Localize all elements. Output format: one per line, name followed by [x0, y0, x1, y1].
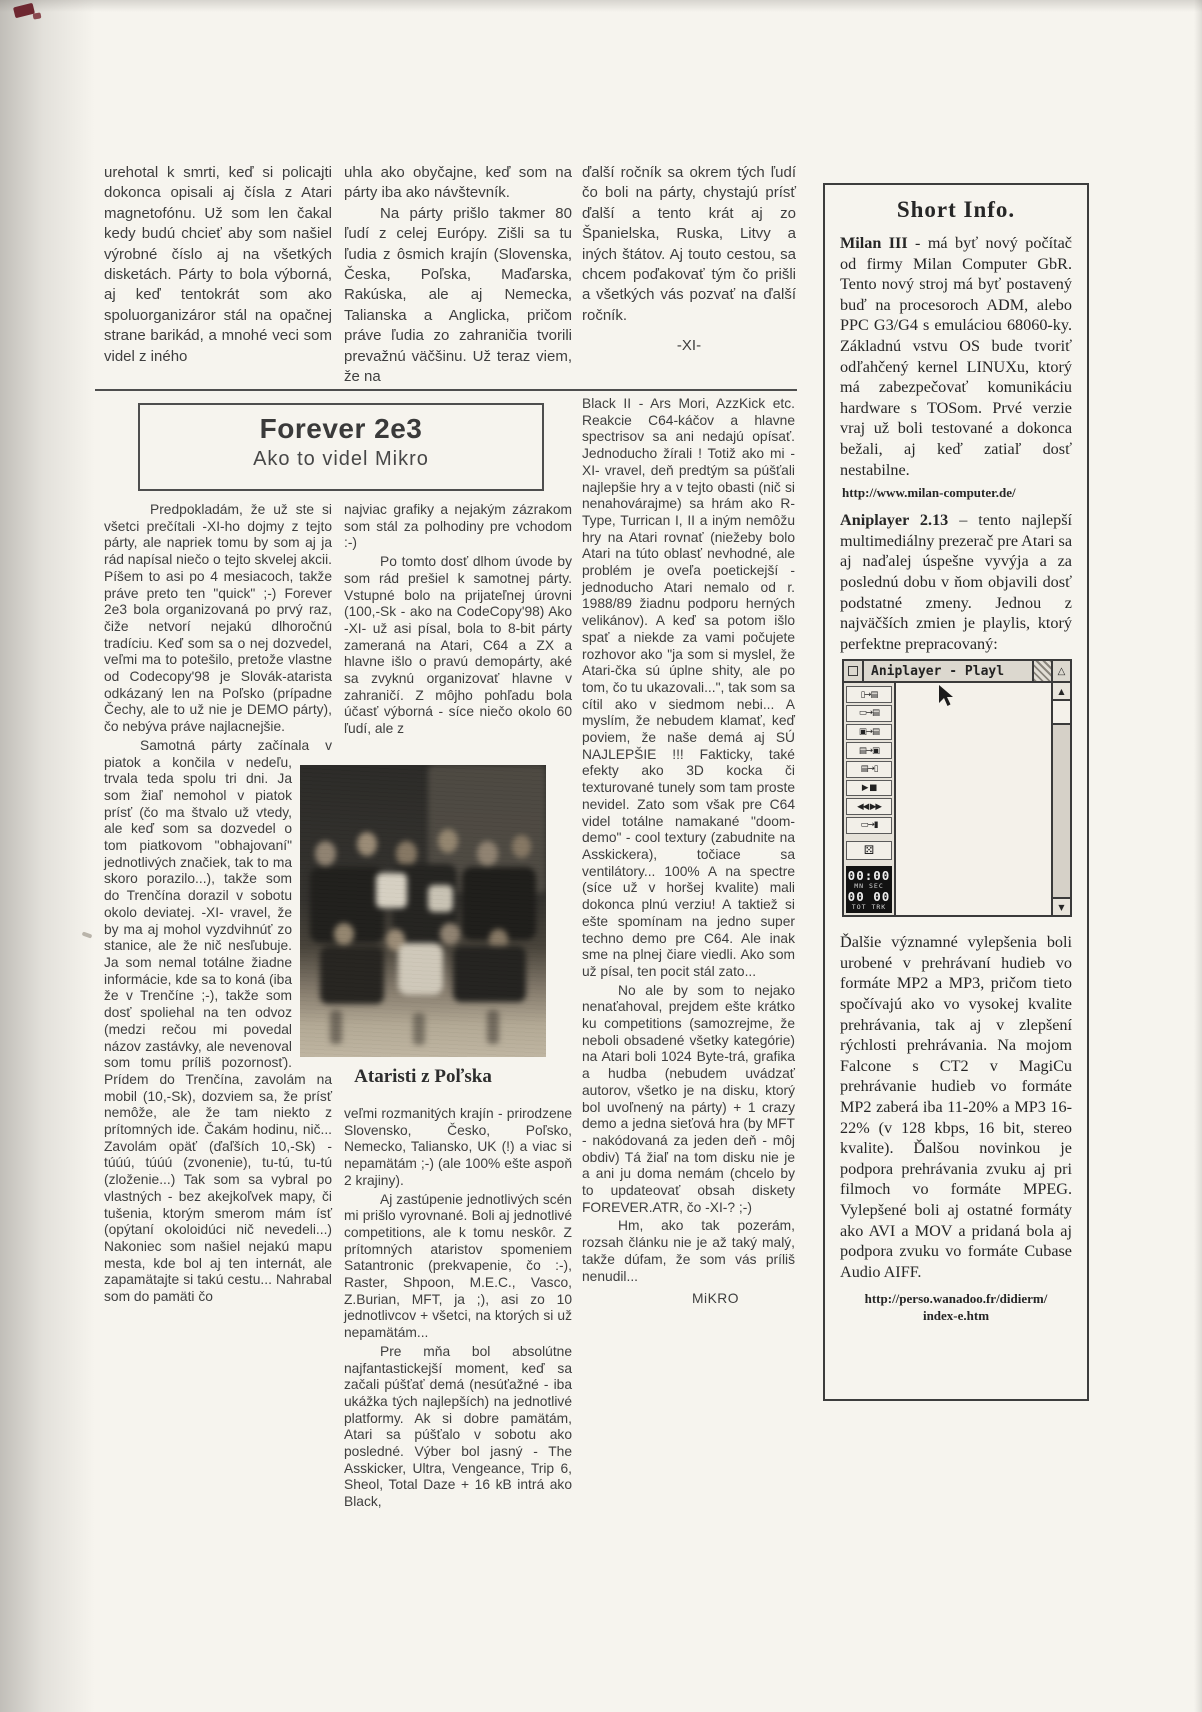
short-info-item1 — [840, 233, 1072, 480]
article-col2-paragraph-2: Po tomto dosť dlhom úvode by som rád prešiel k samotnej párty. Vstupné bolo na prijateľnej úrovni (100,-Sk - ako na CodeCopy'98) Ako -XI- už asi písal, bola to 8-bit párty zameraná na Atari, C64 a ZX a hlavne išlo o pravú demopárty, aké sa zvyknú organizovať hlavne v zahraničí. Z môjho pohľadu bola účasť výborná - síce niečo okolo 60 ľudí, ale z — [344, 554, 572, 737]
top-col2-paragraph-1: uhla ako obyčajne, keď som na párty iba ako návštevník. — [344, 164, 572, 202]
short-info-title: Short Info. — [896, 197, 1016, 222]
top-col1-text: urehotal k smrti, keď si policajti dokonca opisali aj čísla z Atari magnetofónu. Už som len čakal kedy budú chcieť aby som našiel výrobné číslo aj na všetkých disketách. Párty to bola výborná, aj keď tentokrát som ako spoluorganizáror stál na opačnej strane barikád, a mnohé veci som videl z iného — [104, 164, 332, 365]
scan-edge-shadow-left — [0, 0, 95, 1712]
article-col3-paragraph-2: No ale by som to nejako nenaťahoval, prejdem ešte krátko ku competitions (samozrejme, že neboli obsadené všetky kategórie) na Atari boli 1024 Byte-trá, grafika a hudba (nebudem uvádzať autorov, všetko je na disku, ktorý bol uvoľnený na párty) + 1 crazy demo a jedna sieťová hra (by MFT - nakódovaná za jeden deň - môj obdiv) Tá žiaľ na tom disku nie je a ani ju doma nemám (chcelo by to updateovať obsah diskety FOREVER.ATR, čo -XI-? ;-) — [582, 982, 795, 1215]
top-column-1 — [104, 163, 332, 367]
random-play-button — [846, 841, 892, 861]
aniplayer-url — [840, 1290, 1072, 1324]
window-close-icon — [844, 661, 864, 681]
window-sizer-icon: △ — [1051, 661, 1070, 681]
article-column-1 — [104, 502, 332, 1306]
article-col3-paragraph-1: Black II - Ars Mori, AzzKick etc. Reakcie C64-káčov a hlavne spectrisov sa ani nedajú opísať. Jednoducho žírali ! Totiž ako mi -XI- vravel, deň predtým sa púšťali najlepšie hry a v tejto obasti (nič si nenahovárajme) sa hrám ako R-Type, Turrican I, II a iným nemôžu hry na Atari rovnať (niežeby bolo Atari na túto oblasť nevhodné, ale problém je oveľa poetickejší - jednoducho Atari nemalo od r. 1988/89 žiadnu podporu herných velikánov). A keď sa potom išlo spať a niekde za vami počujete rozhovor ako "ja som si myslel, že Atari-čka sú úplne shity, ale po tom, čo tu ukazovali...", tak som sa cítil ako v siedmom nebi... A myslím, že nebudem klamať, keď poviem, že naše demá aj SÚ NAJLEPŠIE !!! Fakticky, také efekty ako 3D kocka či texturované tunely som tam proste nevidel. Zato som však pre C64 videl totálne namakané "doom-demo" - cool textury (zabudnite na Asskickera), točiace sa ventilátory... 100% A na spectre (síce už v horšej kvalite) mali dokonca plnú verziu! A taktiež si ešte spomínam na jedno super techno demo pre C64. Ale inak sme na plnej čiare viedli. Ako som už písal, ten pocit stál zato... — [582, 396, 795, 979]
aniplayer-toolbar — [844, 683, 896, 915]
prev-next-track-button — [846, 798, 892, 815]
scroll-down-icon: ▼ — [1053, 897, 1070, 915]
add-file-to-playlist-icon: ▯→▤ — [860, 689, 878, 700]
aniplayer-playlist-area — [896, 683, 1051, 915]
load-playlist-from-disk-icon: ▣→▤ — [858, 726, 880, 737]
load-playlist-button — [846, 724, 892, 741]
clear-playlist-icon: ▤→▯ — [860, 764, 878, 775]
article-col2-paragraph-4: Aj zastúpenie jednotlivých scén mi prišlo vyrovnané. Boli aj jednotlivé competitions, ale k tomu neskôr. Z prítomných ataristov spomeniem Satantronic (prekvapenie, čo :-), Raster, Shpoon, M.E.C., Vasco, Z.Burian, MFT, ja ;), asi zo 10 jednotlivcov + všetci, na ktorých si už nepamätám... — [344, 1191, 572, 1341]
top-col3-paragraph: ďalší ročník sa okrem tých ľudí čo boli na párty, chystajú prísť ďalší a tento krát aj zo Španielska, Ruska, Litvy a iných štátov. Aj touto cestou, sa chcem poďakovať tým čo prišli a všetkých vás pozvať na ďalší ročník. — [582, 164, 796, 324]
article-col1-paragraph-1: Predpokladám, že už ste si všetci prečítali -XI-ho dojmy z tejto párty, ale napriek tomu by som aj ja rád napísal niečo o tejto skvelej akcii. Píšem to asi po 4 mesiacoch, takže práve preto ten "quick" ;-) Forever 2e3 bola organizovaná po prvý raz, čiže netvorí nejakú dlhoročnú tradíciu. Keď som sa o nej dozvedel, veľmi ma to potešilo, pretože vlastne od Codecopy'98 je Slovák-atarista odkázaný len na Poľsko (prípadne Čechy, ale to už nie je DEMO párty), čo nebýva práve najlacnejšie. — [104, 502, 332, 735]
random-play-icon: ⚄ — [863, 843, 875, 858]
aniplayer-titlebar — [844, 661, 1070, 683]
article-col2-paragraph-5: Pre mňa bol absolútne najfantastickejší moment, keď sa začali púšťať demá (nesúťažné - iba ukážka tých najlepších) na jednotlivé platformy. Ak si dobre pamätám, Atari sa púšťalo v sobotu ako posledné. Výber bol jasný - The Asskicker, Ultra, Vengeance, Trip 6, Sheol, Total Daze + 16 kB intrá ako Black, — [344, 1343, 572, 1510]
scrollbar-track — [1053, 725, 1070, 897]
lcd-track-counts: 00 00 — [847, 889, 891, 905]
article-col1-paragraph-2: Samotná párty začínala v piatok a končila v nedeľu, trvala teda spolu tri dni. Ja som žiaľ nemohol v piatok prísť (čo ma štvalo už vtedy, ale keď som sa dozvedel o tom piatkovom "obhajovaní" jednotlivých značiek, tak to ma skoro porazilo...), takže som do Trenčína dorazil v sobotu okolo deviatej. -XI- vravel, že by ma aj mohol vyzdvihnúť zo stanice, ale že nič nesľubuje. Ja som nemal totálne žiadne informácie, kde sa to koná (iba že v Trenčíne ;-), takže som dosť spoliehal na ten odvoz (medzi rečou mi povedal názov zastávky, ale nevenoval som tomu príliš pozornosť). Prídem do Trenčína, zavolám na mobil (10,-Sk), dozviem sa, že prísť nemôže, ale že tam niekto z prítomných ide. Čakám hodinu, nič... Zavolám opäť (ďaľších 10,-Sk) - túúú, túúú (zvonenie), tu-tú, tu-tú (zloženie...) Tak som sa vybral po vlastných - bez akejkoľvek mapy, či tušenia, ktorým smerom mám ísť (opýtaní okoloidúci nič nevedeli...) Nakoniec som našiel nejakú mapu mesta, kde bol aj ten internát, ale zapamätajte si takú cestu... Nahrabal som do pamäti čo — [104, 737, 332, 1305]
lcd-time-labels: MN SEC — [854, 882, 884, 891]
article-column-3 — [582, 396, 795, 1308]
top-col2-paragraph-2: Na párty prišlo takmer 80 ľudí z celej Európy. Zišli sa tu ľudia z ôsmich krajín (Slovenska, Česka, Poľska, Maďarska, Rakúska, ale aj Nemecka, Talianska a Anglicka, pričom práve ľudia zo zahraničia tvorili prevažnú väčšinu. Už teraz viem, že na — [344, 204, 572, 386]
short-info-box — [823, 183, 1089, 1401]
previous-next-track-icon: ◀◀ ▶▶ — [857, 801, 881, 812]
photo-grain-overlay — [300, 765, 546, 1057]
aniplayer-body — [844, 683, 1070, 915]
author-signature-mikro: MiKRO — [692, 1291, 739, 1307]
article-col2-paragraph-3: veľmi rozmanitých krajín - prirodzene Slovensko, Česko, Poľsko, Nemecko, Taliansko, UK (!) a viac si nepamätám ;-) (ale 100% ešte aspoň 2 krajiny). — [344, 1106, 572, 1188]
delete-entry-button — [846, 817, 892, 834]
play-stop-icon: ▶ ■ — [861, 782, 877, 793]
aniplayer-url-line2: index-e.htm — [922, 1308, 990, 1324]
top-column-3 — [582, 163, 796, 357]
party-photo — [300, 765, 546, 1057]
short-info-item2 — [840, 510, 1072, 654]
aniplayer-screenshot-slot — [840, 654, 1072, 922]
author-signature-xi: -XI- — [676, 337, 702, 355]
scroll-up-icon: ▲ — [1053, 683, 1070, 701]
photo-caption: Ataristi z Poľska — [354, 1066, 492, 1087]
article-column-2-top — [344, 502, 572, 738]
article-col2-paragraph-1: najviac grafiky a nejakým zázrakom som stál za polhodiny pre vchodom :-) — [344, 502, 572, 551]
short-info-item2-lead: Aniplayer 2.13 — [840, 511, 949, 530]
article-column-2-bottom — [344, 1106, 572, 1511]
window-fuller-icon — [1032, 661, 1051, 681]
scan-edge-shadow-right — [1194, 0, 1202, 1712]
article-subtitle: Ako to videl Mikro — [253, 448, 429, 470]
aniplayer-window-title: Aniplayer - Playl — [871, 663, 1005, 679]
aniplayer-window — [842, 659, 1072, 917]
add-folder-to-playlist-icon: ▭→▤ — [858, 708, 880, 719]
aniplayer-url-line1: http://perso.wanadoo.fr/didierm/ — [864, 1291, 1048, 1307]
short-info-item1-body: - má byť nový počítač od firmy Milan Computer GbR. Tento nový stroj má byť postavený buď na procesoroch ADM, alebo PPC G3/G4 s emuláciou 68060-ky. Základnú vstvu OS bude tvoriť odľahčený kernel LINUXu, ktorý má zabezpečovať komunikáciu hardware s TOSom. Prvé verzie vraj už boli testované a dokonca bežali, aj keď zatiaľ dosť nestabilne. — [840, 234, 1072, 479]
save-playlist-to-disk-icon: ▤→▣ — [858, 745, 880, 756]
aniplayer-scrollbar — [1051, 683, 1070, 915]
scrollbar-slider — [1053, 701, 1070, 725]
delete-entry-icon: ▭→▮ — [860, 820, 878, 831]
top-column-2 — [344, 163, 572, 387]
save-playlist-button — [846, 742, 892, 759]
add-file-to-playlist-button — [846, 686, 892, 703]
short-info-item1-lead: Milan III — [840, 234, 908, 252]
add-folder-to-playlist-button — [846, 705, 892, 722]
lcd-time-value: 00:00 — [847, 868, 891, 884]
milan-computer-url: http://www.milan-computer.de/ — [842, 485, 1016, 501]
short-info-item2-continued: Ďalšie významné vylepšenia boli urobené v prehrávaní hudieb vo formáte MP2 a MP3, pričom tieto spočívajú ako vo vysokej kvalite prehrávania, tak aj v zlepšení rýchlosti prehrávania. Na mojom Falcone s CT2 v MagiCu prehrávanie hudieb vo formáte MP2 zaberá iba 11-20% a MP3 16-22% (v 128 kbps, 16 bit, stereo kvalite). Ďalšou novinkou je podpora prehrávania zvuku aj pri filmoch vo formáte MPEG. Vylepšené boli aj ostatné formáty ako AVI a MOV a pridaná bola aj podpora zvuku vo formáte Cubase Audio AIFF. — [840, 933, 1072, 1281]
short-info-item2-body: – tento najlepší multimediálny prezerač pre Atari sa aj naďalej úspešne vyvýja a za poslednú dobu v ňom objavili dosť podstatné zmeny. Jednou z najväčších zmien je playlis, ktorý perfektne prepracovaný: — [840, 511, 1072, 653]
article-title-box — [138, 403, 544, 491]
clear-playlist-button — [846, 761, 892, 778]
play-stop-button — [846, 780, 892, 797]
mouse-cursor-icon — [938, 685, 954, 707]
article-title: Forever 2e3 — [259, 413, 423, 444]
section-divider-line — [95, 389, 797, 391]
lcd-track-labels: TOT TRK — [851, 903, 887, 912]
scan-edge-shadow-top — [0, 0, 1202, 12]
aniplayer-lcd-counter — [846, 866, 892, 913]
article-col3-paragraph-3: Hm, ako tak pozerám, rozsah článku nie je až taký malý, takže dúfam, že som vás príliš nenudil... — [582, 1218, 795, 1284]
